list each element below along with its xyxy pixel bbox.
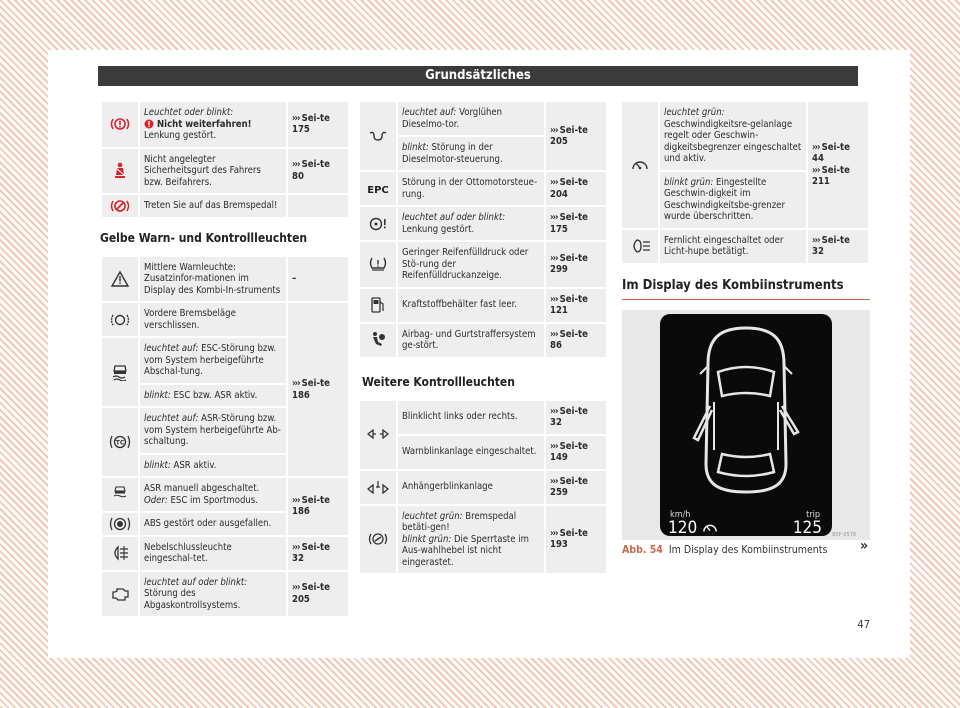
table-row: [101, 302, 349, 337]
page-ref-text: Sei-te 193: [550, 527, 588, 551]
row-condition: leuchtet auf:: [144, 413, 199, 424]
icon-cell: [359, 323, 397, 358]
page-ref[interactable]: [287, 101, 349, 148]
icon-cell: [101, 302, 139, 337]
row-text: ASR manuell abgeschaltet.: [144, 483, 260, 494]
row-condition: leuchtet grün:: [664, 107, 725, 118]
row-condition: leuchtet auf:: [144, 343, 199, 354]
table-row: [359, 171, 607, 206]
table-row: [621, 229, 869, 264]
description-cell: [139, 384, 287, 408]
page-ref[interactable]: [545, 171, 607, 206]
row-text: Bremspedal betäti-gen!: [402, 510, 517, 533]
page-number: 47: [857, 618, 870, 631]
table-row: [101, 571, 349, 618]
page-ref-text: Sei-te 121: [550, 293, 588, 316]
description-cell: Fernlicht eingeschaltet oder Licht-hupe betätigt.: [659, 229, 807, 264]
table-row: [101, 148, 349, 195]
description-cell: [139, 337, 287, 384]
caption-label: Abb. 54: [622, 544, 663, 556]
brake-pedal-icon: [109, 200, 131, 211]
arrow-icon: ›››: [550, 328, 558, 340]
further-indicators-table: [358, 399, 608, 576]
page-ref[interactable]: [287, 477, 349, 536]
description-cell: Vordere Bremsbeläge verschlissen.: [139, 302, 287, 337]
svg-text:EPC: EPC: [367, 184, 389, 195]
description-cell: Nicht angelegter Sicherheitsgurt des Fahrers bzw. Beifahrers.: [139, 148, 287, 195]
page-ref-text: Sei-te 86: [550, 328, 588, 351]
esc-icon: [111, 367, 129, 378]
row-text: Die Sperrtaste im Aus-wahlhebel ist nicht eingerastet.: [402, 533, 529, 568]
page-ref-text: Sei-te 149: [550, 440, 588, 463]
table-row: [359, 505, 607, 575]
row-condition: blinkt grün:: [664, 176, 714, 188]
abs-icon: [109, 518, 131, 529]
cruise-control-icon: [631, 159, 649, 170]
page-ref[interactable]: [545, 206, 607, 241]
description-cell: Blinklicht links oder rechts.: [397, 400, 545, 435]
page-ref-text: Sei-te 205: [292, 582, 330, 605]
icon-cell: [101, 407, 139, 477]
arrow-icon: ›››: [550, 527, 558, 539]
icon-cell: [359, 101, 397, 171]
speed-value: 120: [668, 518, 698, 538]
page-ref-text: Sei-te 44: [812, 141, 850, 165]
page-ref-text: Sei-te 205: [550, 124, 588, 147]
row-text: Störung des Abgaskontrollsystems.: [144, 588, 241, 611]
arrow-icon: ›››: [292, 378, 300, 389]
instrument-display-figure: [622, 310, 870, 540]
description-cell: [397, 505, 545, 575]
arrow-icon: ›››: [550, 212, 558, 223]
row-text: Vorglühen Dieselmo-tor.: [402, 107, 503, 130]
row-condition: blinkt grün:: [402, 533, 452, 545]
section-title-display: Im Display des Kombiinstruments: [622, 278, 870, 300]
esc-off-icon: [111, 489, 129, 500]
page-ref[interactable]: [545, 323, 607, 358]
page-ref[interactable]: [287, 148, 349, 195]
page-ref[interactable]: [545, 470, 607, 505]
page-ref-text: Sei-te 211: [812, 164, 850, 188]
row-text: ESC-Störung bzw. vom System herbeigeführte Abschal-tung.: [144, 343, 277, 377]
airbag-icon: [369, 335, 387, 346]
page-ref-text: Sei-te 32: [550, 405, 588, 428]
icon-cell: [101, 512, 139, 536]
icon-cell: [359, 241, 397, 288]
icon-cell: [359, 206, 397, 241]
svg-text:TC: TC: [115, 439, 125, 447]
row-condition: blinkt:: [144, 389, 171, 401]
instrument-screen: [660, 314, 832, 536]
page-ref-text: Sei-te 299: [550, 252, 588, 276]
icon-cell: [101, 477, 139, 512]
table-row: [359, 470, 607, 505]
page-ref-text: Sei-te 186: [292, 494, 330, 518]
arrow-icon: ›››: [292, 112, 300, 124]
description-cell: [659, 101, 807, 171]
arrow-icon: ›››: [550, 293, 558, 305]
icon-cell: [101, 194, 139, 218]
column-3: [620, 100, 870, 265]
icon-cell: [101, 571, 139, 618]
table-row: [101, 536, 349, 571]
arrow-icon: ›››: [550, 475, 558, 487]
description-cell: [397, 101, 545, 136]
figure-code: B5F-0578: [832, 532, 856, 538]
table-row: [101, 256, 349, 303]
table-row: [101, 101, 349, 148]
description-cell: [139, 571, 287, 618]
page-ref-text: Sei-te 32: [292, 541, 330, 564]
description-cell: Anhängerblinkanlage: [397, 470, 545, 505]
row-text: ESC im Sportmodus.: [167, 494, 258, 506]
warning-triangle-icon: [111, 273, 129, 284]
engine-warnings-table: [358, 100, 608, 359]
row-warning-text: Nicht weiterfahren!: [156, 118, 252, 130]
speed-readout: [668, 518, 718, 538]
caption-text: Im Display des Kombiinstruments: [668, 544, 828, 556]
description-cell: [139, 407, 287, 454]
row-text: ASR aktiv.: [170, 459, 217, 471]
row-condition: blinkt:: [402, 142, 429, 153]
rear-fog-light-icon: [110, 548, 130, 559]
icon-cell: [101, 148, 139, 195]
engine-icon: [110, 588, 130, 599]
column-2: [358, 100, 608, 575]
icon-cell: [621, 101, 659, 229]
table-row: [359, 101, 607, 136]
row-condition: leuchtet auf oder blinkt:: [402, 212, 506, 223]
page-ref-text: Sei-te 204: [550, 177, 588, 200]
green-indicators-table: [620, 100, 870, 265]
tc-icon: [109, 437, 131, 448]
row-condition: blinkt:: [144, 459, 171, 471]
table-row: [359, 435, 607, 470]
row-condition: leuchtet auf oder blinkt:: [144, 576, 248, 588]
table-row: [359, 400, 607, 435]
description-cell: Mittlere Warnleuchte: Zusatzinfor-mationen im Display des Kombi-In-struments: [139, 256, 287, 303]
row-text: Geschwindigkeitsre-gelanlage regelt oder Geschwin-digkeitsbegrenzer eingeschaltet und aktiv.: [664, 118, 802, 164]
arrow-icon: ›››: [550, 440, 558, 452]
steering-warning-icon: [367, 218, 389, 229]
arrow-icon: ›››: [292, 494, 300, 506]
page-ref[interactable]: [545, 435, 607, 470]
page-ref-text: Sei-te 80: [292, 159, 330, 182]
page-ref[interactable]: [287, 571, 349, 618]
description-cell: [139, 454, 287, 478]
trip-label: trip: [806, 510, 820, 520]
page-ref-text: Sei-te 186: [292, 378, 330, 401]
icon-cell: [359, 171, 397, 206]
table-row: [101, 477, 349, 512]
description-cell: Störung in der Ottomotorsteue-rung.: [397, 171, 545, 206]
page-ref: –: [287, 256, 349, 303]
description-cell: Geringer Reifenfülldruck oder Stö-rung der Reifenfülldruckanzeige.: [397, 241, 545, 288]
page-ref[interactable]: [287, 536, 349, 571]
description-cell: Treten Sie auf das Bremspedal!: [139, 194, 287, 218]
page-ref[interactable]: [287, 302, 349, 477]
row-text: Eingestellte Geschwin-digkeit im Geschwindigkeitsbe-grenzer wurde überschritten.: [664, 176, 785, 222]
trailer-turn-signal-icon: [367, 482, 389, 493]
brake-pad-icon: [110, 314, 130, 325]
row-text: ASR-Störung bzw. vom System herbeigeführte Ab-schaltung.: [144, 413, 281, 447]
page-ref-text: Sei-te 259: [550, 475, 588, 498]
description-cell: Airbag- und Gurtstraffersystem ge-stört.: [397, 323, 545, 358]
page-ref[interactable]: [545, 400, 607, 435]
arrow-icon: ›››: [550, 124, 558, 136]
row-warning: [144, 119, 282, 131]
arrow-icon: ›››: [812, 234, 820, 246]
description-cell: [397, 206, 545, 241]
page-ref[interactable]: [807, 229, 869, 264]
manual-page: [48, 50, 910, 658]
page-ref[interactable]: [545, 101, 607, 171]
description-cell: [139, 477, 287, 512]
arrow-icon: ›››: [292, 159, 300, 171]
table-row: [621, 101, 869, 171]
row-condition: Leuchtet oder blinkt:: [144, 107, 234, 118]
icon-cell: [101, 337, 139, 407]
arrow-icon: ›››: [550, 252, 558, 264]
row-text: Lenkung gestört.: [402, 223, 475, 235]
icon-cell: [359, 400, 397, 470]
page-ref-text: Sei-te 175: [550, 212, 588, 235]
column-1: [100, 100, 350, 618]
seatbelt-icon: [112, 165, 128, 176]
row-condition: leuchtet grün:: [402, 510, 463, 522]
row-condition: leuchtet auf:: [402, 107, 457, 118]
icon-cell: [359, 288, 397, 323]
page-ref[interactable]: [545, 505, 607, 575]
page-ref[interactable]: [545, 288, 607, 323]
turn-signal-icon: [367, 429, 389, 440]
table-row: [101, 194, 349, 218]
icon-cell: [621, 229, 659, 264]
description-cell: Kraftstoffbehälter fast leer.: [397, 288, 545, 323]
brake-warning-icon: [109, 119, 131, 130]
description-cell: [397, 136, 545, 171]
page-ref[interactable]: [545, 241, 607, 288]
high-beam-icon: [629, 241, 651, 252]
glow-plug-icon: [368, 131, 388, 142]
icon-cell: [101, 256, 139, 303]
page-ref[interactable]: [807, 101, 869, 229]
red-warnings-table: [100, 100, 350, 219]
section-title-further: Weitere Kontrollleuchten: [362, 374, 515, 389]
page-ref: [287, 194, 349, 218]
continue-arrow-icon: »: [860, 538, 869, 554]
description-cell: Nebelschlussleuchte eingeschal-tet.: [139, 536, 287, 571]
row-condition: Oder:: [144, 494, 168, 506]
section-title-yellow: Gelbe Warn- und Kontrollleuchten: [100, 230, 308, 245]
table-row: [359, 288, 607, 323]
page-ref-text: Sei-te 175: [292, 112, 330, 136]
tire-pressure-icon: [368, 259, 388, 270]
fuel-icon: [370, 300, 386, 311]
row-text: ESC bzw. ASR aktiv.: [170, 389, 258, 401]
figure-caption: [622, 544, 870, 556]
arrow-icon: ›››: [812, 141, 820, 153]
arrow-icon: ›››: [550, 177, 558, 188]
epc-icon: [366, 183, 390, 194]
row-text: Störung in der Dieselmotor-steuerung.: [402, 142, 503, 165]
car-top-view-icon: [660, 314, 832, 504]
yellow-warnings-table: [100, 255, 350, 619]
trip-value: 125: [792, 518, 822, 538]
icon-cell: [359, 470, 397, 505]
description-cell: Warnblinkanlage eingeschaltet.: [397, 435, 545, 470]
icon-cell: [359, 505, 397, 575]
arrow-icon: ›››: [292, 541, 300, 553]
row-text: Lenkung gestört.: [144, 130, 217, 141]
page-ref-text: Sei-te 32: [812, 234, 850, 257]
table-row: [359, 241, 607, 288]
arrow-icon: ›››: [812, 164, 820, 176]
table-row: [359, 206, 607, 241]
arrow-icon: ›››: [550, 405, 558, 417]
icon-cell: [101, 536, 139, 571]
brake-pedal-green-icon: [368, 534, 388, 545]
speed-unit-label: km/h: [670, 510, 691, 520]
description-cell: [139, 101, 287, 148]
icon-cell: [101, 101, 139, 148]
page-header: Grundsätzliches: [98, 66, 858, 86]
description-cell: ABS gestört oder ausgefallen.: [139, 512, 287, 536]
cruise-control-icon: [702, 518, 718, 538]
description-cell: [659, 171, 807, 229]
arrow-icon: ›››: [292, 582, 300, 594]
steering-red-icon: [144, 119, 154, 130]
table-row: [359, 323, 607, 358]
